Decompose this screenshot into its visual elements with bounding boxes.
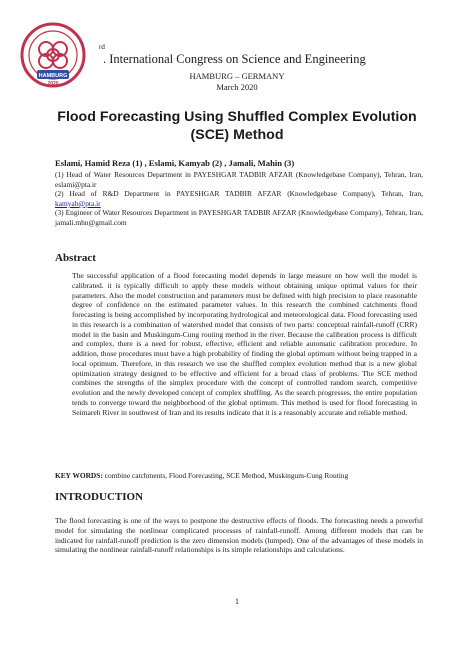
affiliation-1: (1) Head of Water Resources Department in PAYESHGAR TADBIR AFZAR (Knowledgebase Company), Tehran, Iran, eslami@pta.ir — [55, 170, 423, 189]
affiliation-2-email-link[interactable]: kamyab@pta.ir — [55, 198, 101, 208]
keywords — [55, 471, 425, 480]
introduction-heading: INTRODUCTION — [55, 491, 144, 503]
affiliation-3: (3) Engineer of Water Resources Department in PAYESHGAR TADBIR AFZAR (Knowledgebase Company), Tehran, Iran, jamali.mhn@gmail.com — [55, 208, 423, 227]
keywords-list: combine catchments, Flood Forecasting, SCE Method, Muskingum-Cung Routing — [102, 471, 349, 480]
abstract-body: The successful application of a flood forecasting model depends in large measure on how well the model is calibrated. it is typically difficult to apply these models without obtaining unique optimal values for their parameters. Also the model construction and parameters must be defined with high precision to place reasonable degree of confidence on the estimated parameter values. In this research the combined catchments flood forecasting is being accomplished by incorporating hydrological and meteorological data. Flood forecasting used in this research is a combination of watershed model that consists of two parts: conceptual rainfall-runoff (CRR) model in the basin and Muskingum-Cung routing method in the river. Because the calibration process is difficult and complex, there is a need for robust, effective, efficient and reliable automatic calibration procedure. In addition, those procedures must have a high probability of finding the global optimum without being trapped in a local optimum. Therefore, in this research we use the shuffled complex evolution method that is a new global optimization strategy designed to be effective and efficient for a broad class of problems. The SCE method combines the strengths of the simplex procedure with the concept of controlled random search, competitive evolution and the newly developed concept of complex shuffling. As the search progresses, the entire population tends to converge toward the neighborhood of the global optimum. This method is used for flood forecasting in Seimareh River in southwest of Iran and its results indicate that it is a reasonably accurate and reliable method. — [72, 271, 417, 417]
paper-title-line1: Flood Forecasting Using Shuffled Complex Evolution — [57, 109, 417, 125]
introduction-body: The flood forecasting is one of the ways to postpone the destructive effects of floods. The forecasting needs a powerful model for simulating the nonlinear complicated processes of rainfall-runoff. Among different models that can be indicated for rainfall-runoff prediction is the zero dimension models (lumped). One of the advantages of these models in simulating the nonlinear rainfall-runoff relationships is its simple relationships and calculations. — [55, 516, 423, 555]
keywords-label: KEY WORDS: — [55, 471, 103, 480]
conference-name: . International Congress on Science and Engineering — [103, 52, 366, 66]
affiliation-2 — [55, 189, 423, 208]
svg-text:HAMBURG: HAMBURG — [38, 72, 68, 79]
conference-date: March 2020 — [216, 82, 258, 92]
page-number: 1 — [235, 597, 239, 606]
svg-text:2020: 2020 — [47, 81, 59, 87]
abstract-heading: Abstract — [55, 252, 96, 264]
ordinal-superscript: rd — [99, 43, 105, 51]
author-list: Eslami, Hamid Reza (1) , Eslami, Kamyab (2) , Jamali, Mahin (3) — [55, 158, 295, 168]
conference-location: HAMBURG – GERMANY — [189, 71, 285, 81]
affiliation-2-text: (2) Head of R&D Department in PAYESHGAR TADBIR AFZAR (Knowledgebase Company), Tehran, Iran, — [55, 189, 423, 199]
affiliations — [55, 170, 423, 228]
paper-title-line2: (SCE) Method — [190, 127, 284, 143]
